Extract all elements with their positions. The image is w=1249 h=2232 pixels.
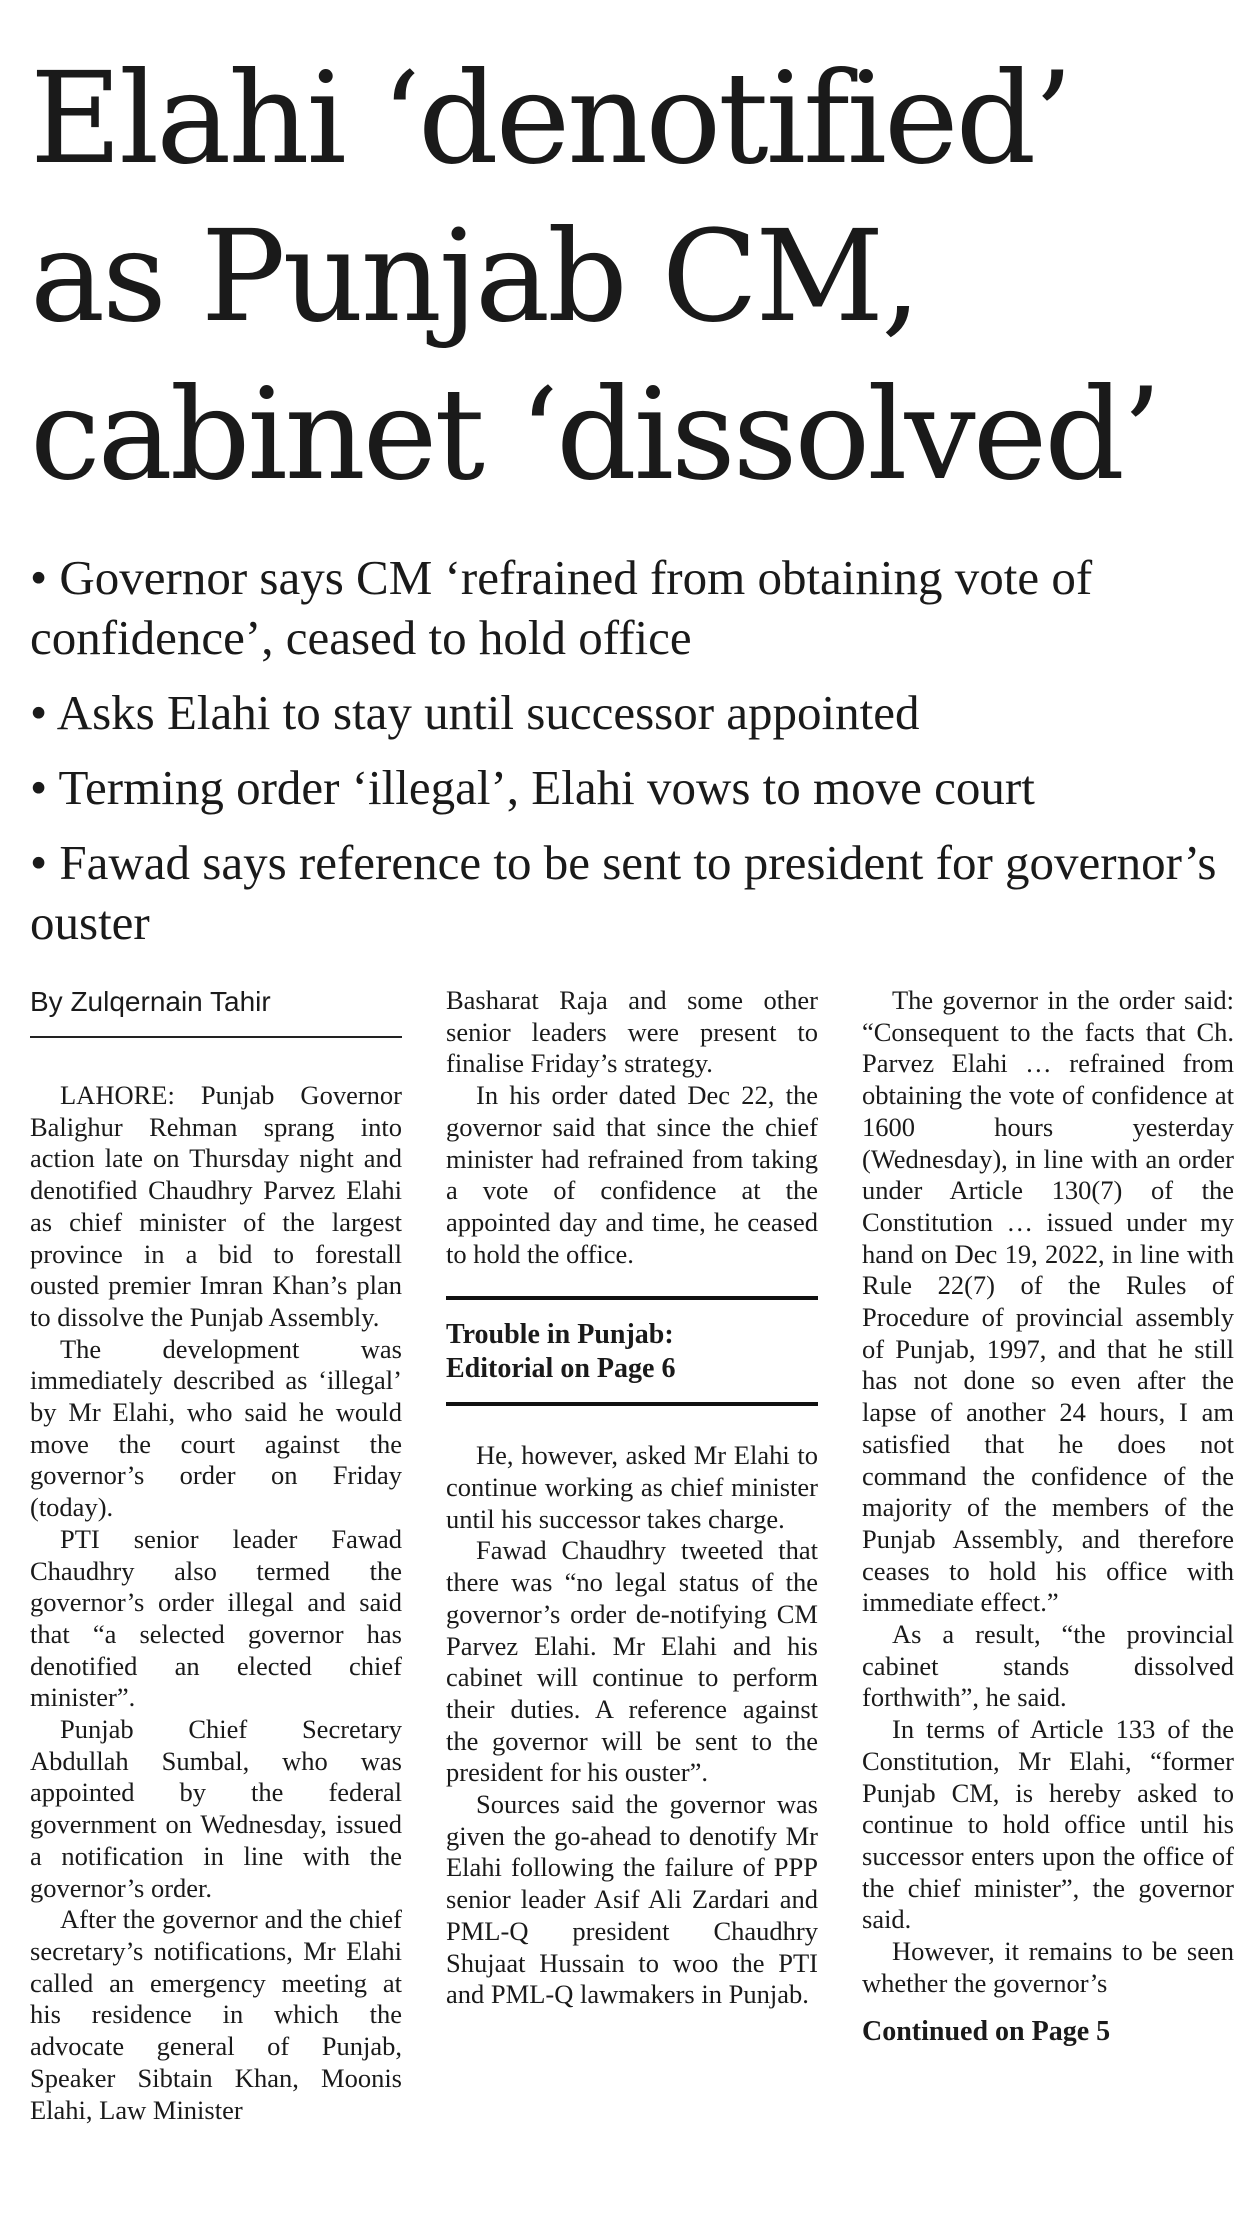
byline: By Zulqernain Tahir [30,986,402,1038]
paragraph: PTI senior leader Fawad Chaudhry also termed the governor’s order illegal and said that “a selected governor has denotified an elected chief minister”. [30,1523,402,1713]
paragraph: In terms of Article 133 of the Constitution, Mr Elahi, “former Punjab CM, is hereby asked to continue to hold office until his successor enters upon the office of the chief minister”, the governor said. [862,1714,1234,1935]
headline-line: Elahi ‘denotified’ [30,45,1071,192]
paragraph: Basharat Raja and some other senior leaders were present to finalise Friday’s strategy. [446,985,818,1079]
callout-line: Editorial on Page 6 [446,1353,676,1385]
paragraph: Punjab Chief Secretary Abdullah Sumbal, who was appointed by the federal government on Wednesday, issued a notification in line with the governor’s order. [30,1714,402,1903]
paragraph: LAHORE: Punjab Governor Balighur Rehman sprang into action late on Thursday night and denotified Chaudhry Parvez Elahi as chief minister of the largest province in a bid to forestall ousted premier Imran Khan’s plan to dissolve the Punjab Assembly. [30,1080,402,1332]
paragraph: He, however, asked Mr Elahi to continue working as chief minister until his successor takes charge. [446,1440,818,1534]
paragraph: The development was immediately described as ‘illegal’ by Mr Elahi, who said he would move the court against the governor’s order on Friday (today). [30,1333,402,1523]
article-column-2 [446,985,818,2220]
paragraph: In his order dated Dec 22, the governor said that since the chief minister had refrained from taking a vote of confidence at the appointed day and time, he ceased to hold the office. [446,1080,818,1269]
headline-line: as Punjab CM, [30,203,919,350]
subheadline-bullets [30,548,1230,968]
callout-line: Trouble in Punjab: [446,1319,674,1351]
article-column-1 [30,1080,402,2220]
paragraph: Sources said the governor was given the go-ahead to denotify Mr Elahi following the failure of PPP senior leader Asif Ali Zardari and PML-Q president Chaudhry Shujaat Hussain to woo the PTI and PML-Q lawmakers in Punjab. [446,1789,818,2010]
continued-on-page-link[interactable]: Continued on Page 5 [862,2015,1111,2047]
paragraph: The governor in the order said: “Consequent to the facts that Ch. Parvez Elahi … refrained from obtaining the vote of confidence at 1600 hours yesterday (Wednesday), in line with an order under Article 130(7) of the Constitution … issued under my hand on Dec 19, 2022, in line with Rule 22(7) of the Rules of Procedure of provincial assembly of Punjab, 1997, and that he still has not done so even after the lapse of another 24 hours, I am satisfied that he does not command the confidence of the majority of the members of the Punjab Assembly, and therefore ceases to hold his office with immediate effect.” [862,985,1234,1618]
paragraph: Fawad Chaudhry tweeted that there was “no legal status of the governor’s order de-notifying CM Parvez Elahi. Mr Elahi and his cabinet will continue to perform their duties. A reference against the governor will be sent to the president for his ouster”. [446,1535,818,1788]
headline-line: cabinet ‘dissolved’ [30,361,1159,508]
headline [30,40,1230,514]
bullet-item: • Governor says CM ‘refrained from obtaining vote of confidence’, ceased to hold office [30,550,1093,665]
editorial-callout[interactable] [446,1296,818,1406]
bullet-item: • Fawad says reference to be sent to president for governor’s ouster [30,835,1217,950]
paragraph: As a result, “the provincial cabinet stands dissolved forthwith”, he said. [862,1619,1234,1713]
paragraph: However, it remains to be seen whether the governor’s [862,1936,1234,1998]
article-column-3 [862,985,1234,2220]
bullet-item: • Asks Elahi to stay until successor appointed [30,685,920,740]
paragraph: After the governor and the chief secretary’s notifications, Mr Elahi called an emergency meeting at his residence in which the advocate general of Punjab, Speaker Sibtain Khan, Moonis Elahi, Law Minister [30,1904,402,2125]
bullet-item: • Terming order ‘illegal’, Elahi vows to move court [30,760,1035,815]
